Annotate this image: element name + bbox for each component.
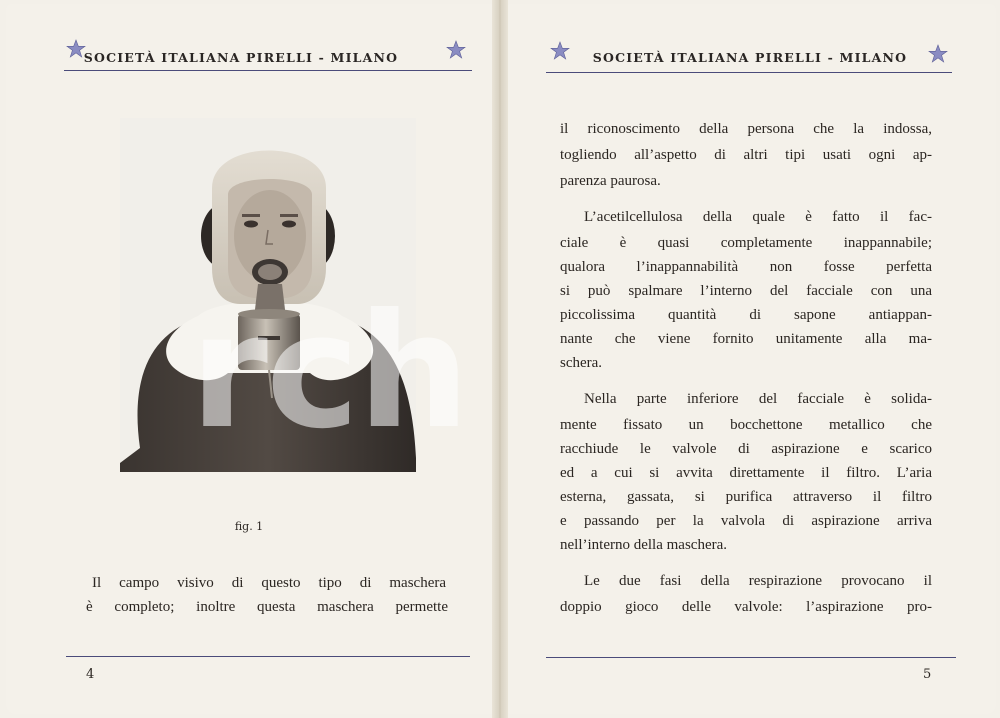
body-text-line: nante che viene fornito unitamente alla ma- (560, 331, 932, 347)
body-text-line: esterna, gassata, si purifica attraverso il filtro (560, 489, 932, 505)
watermark: rch (190, 280, 469, 464)
header-rule (546, 72, 952, 73)
footer-rule (546, 657, 956, 658)
star-icon (928, 44, 948, 64)
star-icon (446, 40, 466, 60)
right-page (508, 4, 996, 714)
body-text-line: si può spalmare l’interno del facciale con una (560, 283, 932, 299)
body-text-line: parenza paurosa. (560, 173, 661, 189)
body-text-line: Nella parte inferiore del facciale è solida- (584, 391, 932, 407)
body-text-line: doppio gioco delle valvole: l’aspirazione pro- (560, 599, 932, 615)
running-head: SOCIETÀ ITALIANA PIRELLI - MILANO (592, 50, 908, 65)
body-text-line: mente fissato un bocchettone metallico che (560, 417, 932, 433)
body-text-line: schera. (560, 355, 603, 371)
body-text-line: togliendo all’aspetto di altri tipi usati ogni ap- (560, 147, 932, 163)
body-text-line: è completo; inoltre questa maschera permette (86, 599, 448, 615)
body-text-line: il riconoscimento della persona che la indossa, (560, 121, 932, 137)
footer-rule (66, 656, 470, 657)
body-text-line: nell’interno della maschera. (560, 537, 728, 553)
page-number: 5 (923, 667, 932, 682)
body-text-line: ed a cui si avvita direttamente il filtro. L’aria (560, 465, 932, 481)
page-number: 4 (86, 667, 95, 682)
header-rule (64, 70, 472, 71)
gas-mask-photo (120, 118, 416, 472)
left-page (6, 4, 492, 714)
body-text-line: piccolissima quantità di sapone antiappan- (560, 307, 932, 323)
body-text-line: L’acetilcellulosa della quale è fatto il fac- (584, 209, 932, 225)
running-head: SOCIETÀ ITALIANA PIRELLI - MILANO (83, 50, 399, 65)
body-text-line: Il campo visivo di questo tipo di maschera (92, 575, 446, 591)
body-text-line: ciale è quasi completamente inappannabile; (560, 235, 932, 251)
body-text-line: qualora l’inappannabilità non fosse perfetta (560, 259, 932, 275)
figure-caption: fig. 1 (234, 520, 264, 533)
body-text-line: racchiude le valvole di aspirazione e scarico (560, 441, 932, 457)
body-text-line: Le due fasi della respirazione provocano il (584, 573, 932, 589)
body-text-line: e passando per la valvola di aspirazione arriva (560, 513, 932, 529)
book-gutter (492, 0, 508, 718)
